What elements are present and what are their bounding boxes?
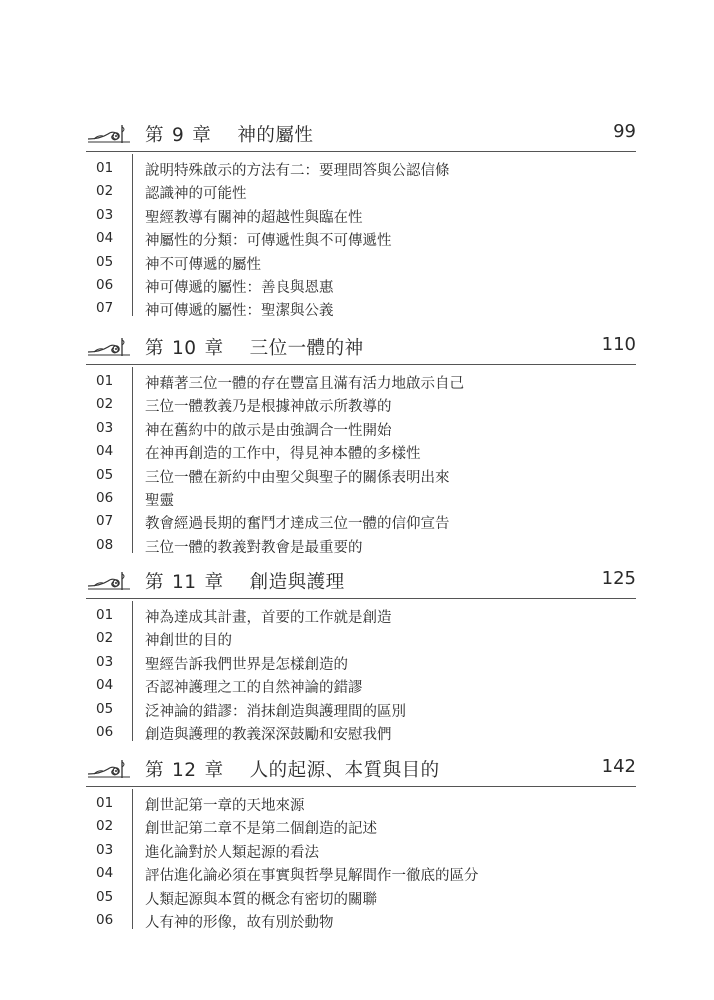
list-item (0, 418, 714, 441)
section-number: 03 (96, 206, 114, 223)
section-number: 04 (96, 865, 114, 882)
list-item (0, 887, 714, 910)
section-number: 04 (96, 677, 114, 694)
section-number: 06 (96, 489, 114, 506)
section-number: 02 (96, 183, 114, 200)
list-item (0, 840, 714, 863)
section-title: 聖靈 (145, 492, 174, 509)
section-number: 01 (96, 373, 114, 389)
list-item (0, 722, 714, 745)
section-title: 否認神護理之工的自然神論的錯謬 (145, 680, 363, 697)
chapter-divider (86, 364, 636, 365)
list-item (0, 605, 714, 628)
section-title: 聖經告訴我們世界是怎樣創造的 (145, 656, 348, 673)
chapter-title: 第 11 章 創造與護理 (145, 572, 345, 593)
list-item (0, 699, 714, 722)
section-title: 三位一體教義乃是根據神啟示所教導的 (145, 399, 392, 416)
section-number: 05 (96, 888, 114, 905)
section-title: 創世記第二章不是第二個創造的記述 (145, 821, 377, 838)
list-item (0, 181, 714, 204)
chapter-title: 第 12 章 人的起源、本質與目的 (145, 760, 440, 781)
chapter-header (0, 333, 714, 363)
section-number: 01 (96, 607, 114, 623)
chapter-11 (0, 567, 714, 743)
chapter-12 (0, 755, 714, 931)
section-title: 人有神的形像，故有別於動物 (145, 914, 334, 931)
section-number: 05 (96, 253, 114, 270)
section-number: 02 (96, 630, 114, 647)
list-item (0, 228, 714, 251)
section-number: 03 (96, 419, 114, 436)
section-title: 在神再創造的工作中，得見神本體的多樣性 (145, 446, 421, 463)
chapter-divider (86, 786, 636, 787)
section-number: 07 (96, 513, 114, 530)
list-item (0, 488, 714, 511)
section-title: 神不可傳遞的屬性 (145, 256, 261, 273)
section-number: 06 (96, 276, 114, 293)
section-list (0, 793, 714, 933)
list-item (0, 275, 714, 298)
list-item (0, 793, 714, 816)
chapter-page-number: 99 (613, 121, 636, 142)
section-number: 07 (96, 300, 114, 317)
list-item (0, 816, 714, 839)
section-title: 評估進化論必須在事實與哲學見解間作一徹底的區分 (145, 868, 479, 885)
chapter-title: 第 10 章 三位一體的神 (145, 338, 364, 359)
section-number: 05 (96, 466, 114, 483)
section-list (0, 158, 714, 322)
section-number: 02 (96, 818, 114, 835)
section-title: 人類起源與本質的概念有密切的關聯 (145, 891, 377, 908)
section-list (0, 371, 714, 558)
ornament-icon (86, 123, 130, 145)
chapter-page-number: 142 (601, 756, 636, 777)
section-title: 進化論對於人類起源的看法 (145, 844, 319, 861)
section-title: 聖經教導有關神的超越性與臨在性 (145, 209, 363, 226)
list-item (0, 652, 714, 675)
list-item (0, 298, 714, 321)
list-item (0, 252, 714, 275)
chapter-header (0, 120, 714, 150)
section-number: 01 (96, 160, 114, 176)
section-title: 說明特殊啟示的方法有二：要理問答與公認信條 (145, 163, 450, 179)
list-item (0, 628, 714, 651)
section-title: 神創世的目的 (145, 633, 232, 650)
section-number: 08 (96, 536, 114, 553)
section-title: 神在舊約中的啟示是由強調合一性開始 (145, 422, 392, 439)
chapter-header (0, 567, 714, 597)
list-item (0, 465, 714, 488)
list-item (0, 371, 714, 394)
list-item (0, 441, 714, 464)
chapter-page-number: 110 (601, 334, 636, 355)
chapter-9 (0, 120, 714, 320)
section-number: 04 (96, 443, 114, 460)
section-title: 創造與護理的教義深深鼓勵和安慰我們 (145, 726, 392, 743)
chapter-10 (0, 333, 714, 556)
chapter-header (0, 755, 714, 785)
section-title: 認識神的可能性 (145, 186, 247, 203)
list-item (0, 394, 714, 417)
chapter-divider (86, 151, 636, 152)
section-title: 神可傳遞的屬性：善良與恩惠 (145, 279, 334, 296)
list-item (0, 535, 714, 558)
section-title: 創世記第一章的天地來源 (145, 798, 305, 814)
section-title: 教會經過長期的奮鬥才達成三位一體的信仰宣告 (145, 516, 450, 533)
chapter-page-number: 125 (601, 568, 636, 589)
list-item (0, 675, 714, 698)
ornament-icon (86, 336, 130, 358)
chapter-divider (86, 598, 636, 599)
section-title: 三位一體的教義對教會是最重要的 (145, 539, 363, 556)
list-item (0, 511, 714, 534)
section-title: 三位一體在新約中由聖父與聖子的關係表明出來 (145, 469, 450, 486)
section-title: 神屬性的分類：可傳遞性與不可傳遞性 (145, 233, 392, 250)
section-number: 06 (96, 911, 114, 928)
ornament-icon (86, 758, 130, 780)
section-title: 神可傳遞的屬性：聖潔與公義 (145, 303, 334, 320)
section-number: 04 (96, 230, 114, 247)
ornament-icon (86, 570, 130, 592)
list-item (0, 158, 714, 181)
section-list (0, 605, 714, 745)
section-number: 06 (96, 723, 114, 740)
chapter-title: 第 9 章 神的屬性 (145, 125, 314, 146)
list-item (0, 205, 714, 228)
section-number: 02 (96, 396, 114, 413)
list-item (0, 863, 714, 886)
section-number: 01 (96, 795, 114, 811)
section-number: 05 (96, 700, 114, 717)
section-title: 泛神論的錯謬：消抹創造與護理間的區別 (145, 703, 406, 720)
section-number: 03 (96, 841, 114, 858)
section-title: 神為達成其計畫，首要的工作就是創造 (145, 610, 392, 626)
list-item (0, 910, 714, 933)
section-title: 神藉著三位一體的存在豐富且滿有活力地啟示自己 (145, 376, 464, 392)
section-number: 03 (96, 653, 114, 670)
